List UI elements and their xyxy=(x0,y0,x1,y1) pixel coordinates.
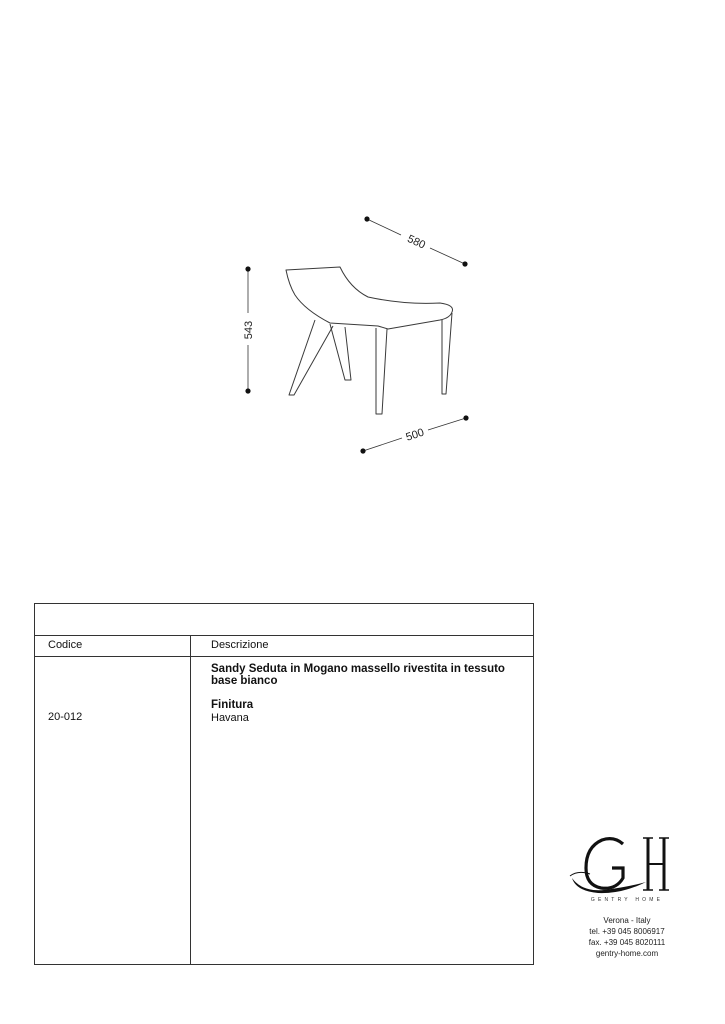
table-header-row xyxy=(35,635,533,657)
product-description xyxy=(211,663,511,724)
header-code: Codice xyxy=(48,639,83,651)
table-title-row xyxy=(35,604,533,636)
chair-outline xyxy=(286,267,453,414)
depth-dimension xyxy=(364,216,467,266)
height-dimension-label: 543 xyxy=(243,320,255,340)
contact-city: Verona - Italy xyxy=(603,916,651,925)
header-description: Descrizione xyxy=(211,639,269,651)
contact-info xyxy=(560,915,694,959)
width-dimension-label: 500 xyxy=(404,426,426,444)
product-code: 20-012 xyxy=(48,711,83,723)
contact-web[interactable]: gentry-home.com xyxy=(595,949,659,958)
finish-label: Finitura xyxy=(211,699,254,711)
product-name: Sandy Seduta in Mogano massello rivestita in tessuto base bianco xyxy=(211,663,505,687)
height-dimension xyxy=(243,266,255,393)
gentry-home-logo xyxy=(568,830,686,912)
product-spec-table xyxy=(34,603,534,965)
width-dimension xyxy=(360,415,468,453)
contact-tel: tel. +39 045 8006917 xyxy=(589,927,665,936)
column-divider xyxy=(190,635,191,964)
depth-dimension-label: 580 xyxy=(405,232,428,252)
finish-value: Havana xyxy=(211,712,249,724)
contact-fax: fax. +39 045 8020111 xyxy=(588,938,666,947)
logo-tagline: GENTRY HOME xyxy=(590,897,664,903)
